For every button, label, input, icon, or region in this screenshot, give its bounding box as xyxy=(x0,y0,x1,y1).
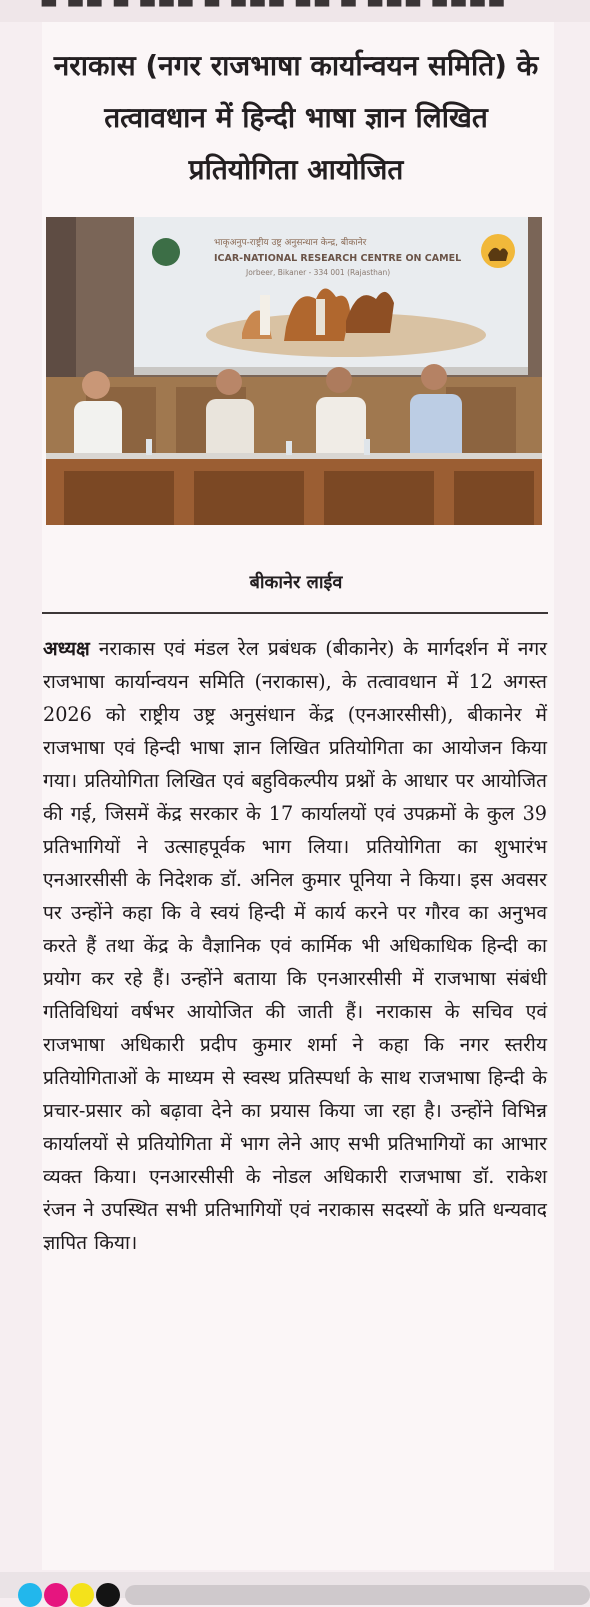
byline-divider xyxy=(42,612,548,614)
color-dot-black xyxy=(96,1583,120,1607)
banner-address-line: Jorbeer, Bikaner - 334 001 (Rajasthan) xyxy=(246,268,391,277)
cutoff-text-fragment: ▬ ▬▬ ▬ ▬▬▬ ▬ ▬▬▬ ▬▬ ▬ ▬▬▬ ▬▬▬▬ xyxy=(40,0,507,13)
color-dot-cyan xyxy=(18,1583,42,1607)
previous-article-cutoff xyxy=(0,0,590,22)
color-dot-yellow xyxy=(70,1583,94,1607)
event-photo xyxy=(46,217,542,525)
lead-word: अध्यक्ष xyxy=(43,637,90,660)
article-body xyxy=(43,632,547,1259)
photo-illustration xyxy=(46,217,542,525)
color-dot-magenta xyxy=(44,1583,68,1607)
byline: बीकानेर लाईव xyxy=(249,572,343,593)
horizontal-scrollbar[interactable] xyxy=(125,1585,590,1605)
article-headline: नराकास (नगर राजभाषा कार्यान्वयन समिति) के तत्वावधान में हिन्दी भाषा ज्ञान लिखित प्रतियोगिता आयोजित xyxy=(53,49,539,186)
article-body-text: नराकास एवं मंडल रेल प्रबंधक (बीकानेर) के मार्गदर्शन में नगर राजभाषा कार्यान्वयन समिति (नराकास), के तत्वावधान में 12 अगस्त 2026 को राष्ट्रीय उष्ट्र अनुसंधान केंद्र (एनआरसीसी), बीकानेर में राजभाषा एवं हिन्दी भाषा ज्ञान लिखित प्रतियोगिता का आयोजन किया गया। प्रतियोगिता लिखित एवं बहुविकल्पीय प्रश्नों के आधार पर आयोजित की गई, जिसमें केंद्र सरकार के 17 कार्यालयों एवं उपक्रमों के कुल 39 प्रतिभागियों ने उत्साहपूर्वक भाग लिया। प्रतियोगिता का शुभारंभ एनआरसीसी के निदेशक डॉ. अनिल कुमार पूनिया ने किया। इस अवसर पर उन्होंने कहा कि वे स्वयं हिन्दी में कार्य करने पर गौरव का अनुभव करते हैं तथा केंद्र के वैज्ञानिक एवं कार्मिक भी अधिकाधिक हिन्दी का प्रयोग कर रहे हैं। उन्होंने बताया कि एनआरसीसी में राजभाषा संबंधी गतिविधियां वर्षभर आयोजित की जाती हैं। नराकास के सचिव एवं राजभाषा अधिकारी प्रदीप कुमार शर्मा ने कहा कि नगर स्तरीय प्रतियोगिताओं के माध्यम से स्वस्थ प्रतिस्पर्धा के साथ राजभाषा हिन्दी के प्रचार-प्रसार को बढ़ावा देने का प्रयास किया जा रहा है। उन्होंने विभिन्न कार्यालयों से प्रतियोगिता में भाग लेने आए सभी प्रतिभागियों का आभार व्यक्त किया। एनआरसीसी के नोडल अधिकारी राजभाषा डॉ. राकेश रंजन ने उपस्थित सभी प्रतिभागियों एवं नराकास सदस्यों के प्रति धन्यवाद ज्ञापित किया। xyxy=(43,637,547,1254)
banner-english-line: ICAR-NATIONAL RESEARCH CENTRE ON CAMEL xyxy=(214,253,462,264)
banner-hindi-line: भाकृअनुप-राष्ट्रीय उष्ट्र अनुसन्धान केन्द्र, बीकानेर xyxy=(214,238,367,248)
